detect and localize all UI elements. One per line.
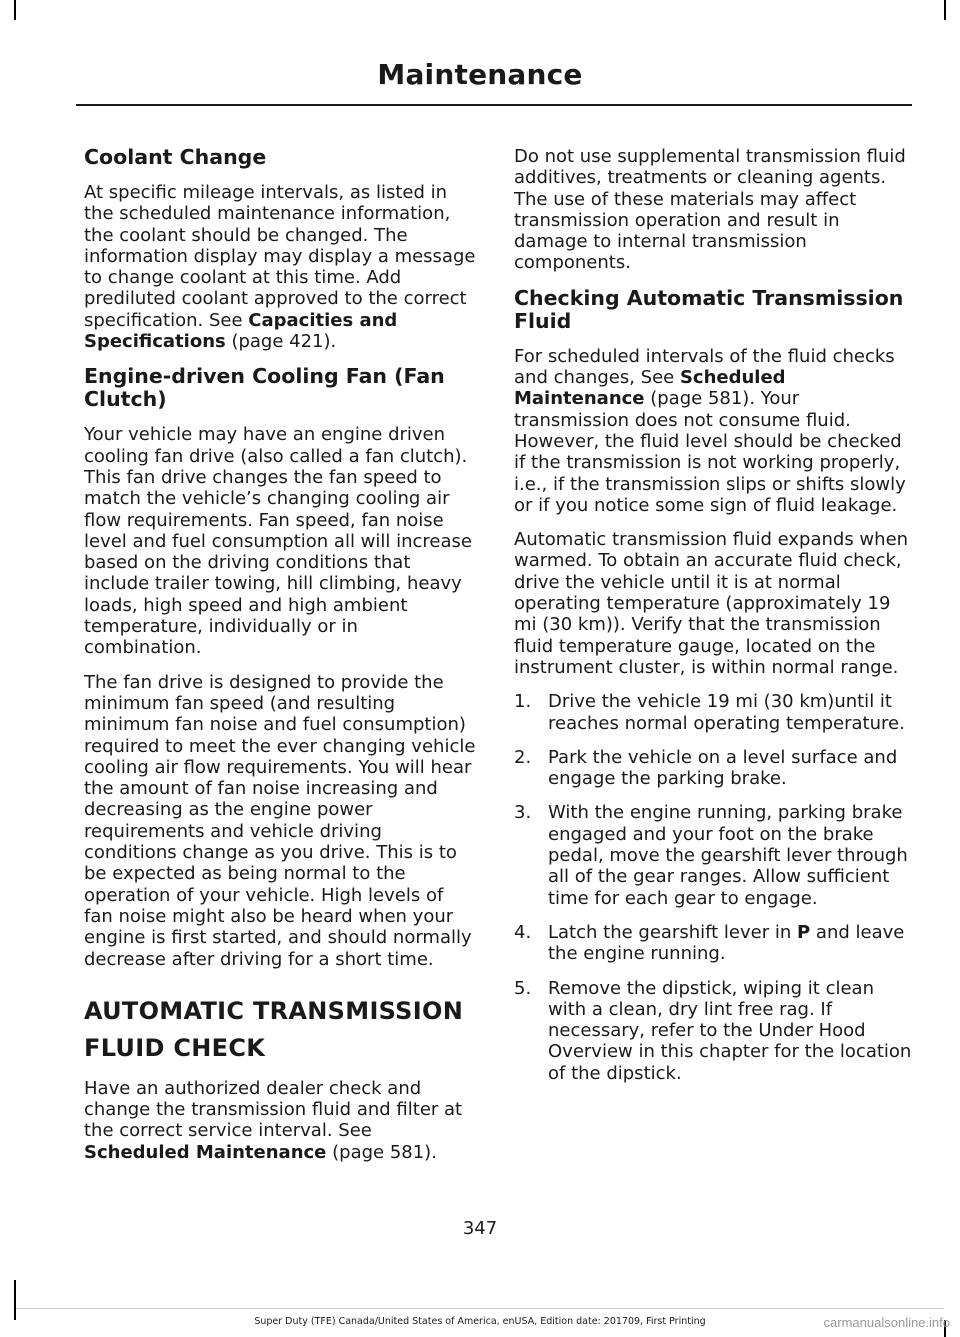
additives-paragraph: Do not use supplemental transmission fluid additives, treatments or cleaning agents. The use of these materials may affect transmission operation and result in damage to internal transmission components. [514, 146, 906, 274]
step-number: 1. [514, 691, 532, 713]
list-item [514, 691, 912, 734]
coolant-text: At specific mileage intervals, as listed in the scheduled maintenance information, the coolant should be changed. The information display may display a message to change coolant at this time. Add prediluted coolant approved to the correct specification. See [84, 182, 476, 331]
atf-heading-line-1: AUTOMATIC TRANSMISSION [84, 996, 464, 1025]
steps-list [514, 691, 912, 1084]
crop-mark-top-right [944, 0, 946, 20]
right-column [514, 146, 912, 1097]
step-text: Drive the vehicle 19 mi (30 km)until it reaches normal operating temperature. [548, 691, 905, 734]
chapter-title: Maintenance [377, 58, 583, 91]
list-item [514, 747, 912, 790]
expands-paragraph: Automatic transmission fluid expands when warmed. To obtain an accurate fluid check, drive the vehicle until it is at normal operating temperature (approximately 19 mi (30 km)). Verify that the transmission fluid temperature gauge, located on the instrument cluster, is within normal range. [514, 529, 909, 678]
crop-mark-bottom-left [14, 1280, 16, 1320]
intervals-rest: (page 581). Your transmission does not consume fluid. However, the fluid level should be checked if the transmission is not working properly, i.e., if the transmission slips or shifts slowly or if you notice some sign of fluid leakage. [514, 388, 906, 516]
atf-text: Have an authorized dealer check and change the transmission fluid and filter at the correct service interval. See [84, 1077, 463, 1142]
fan-heading: Engine-driven Cooling Fan (Fan Clutch) [84, 364, 445, 412]
step-text-after: and leave the engine running. [548, 921, 905, 965]
list-item [514, 922, 912, 965]
coolant-heading: Coolant Change [84, 145, 267, 169]
footer-rule [16, 1308, 944, 1309]
list-item [514, 802, 912, 908]
fan-paragraph-1: Your vehicle may have an engine driven cooling fan drive (also called a fan clutch). This fan drive changes the fan speed to match the vehicle’s changing cooling air flow requirements. Fan speed, fan noise level and fuel consumption all will increase based on the driving conditions that include trailer towing, hill climbing, heavy loads, high speed and high ambient temperature, individually or in combination. [84, 424, 472, 659]
header-rule [76, 104, 912, 106]
capacities-link[interactable]: Capacities and Specifications [84, 309, 398, 353]
list-item [514, 978, 912, 1084]
step-number: 5. [514, 977, 532, 999]
park-position-label: P [796, 921, 811, 943]
crop-mark-top-left [14, 0, 16, 20]
atf-paragraph [84, 1078, 477, 1163]
coolant-paragraph [84, 182, 477, 352]
atf-heading-line-2: FLUID CHECK [84, 1033, 266, 1062]
checking-atf-heading: Checking Automatic Transmission Fluid [514, 285, 904, 333]
intervals-text: For scheduled intervals of the fluid checks and changes, See [514, 345, 895, 389]
step-text-before: Latch the gearshift lever in [548, 921, 797, 943]
scheduled-maintenance-link-right[interactable]: Scheduled Maintenance [514, 367, 786, 410]
step-number: 4. [514, 921, 532, 943]
coolant-page-ref: (page 421). [225, 331, 337, 353]
left-column [84, 146, 477, 1176]
atf-check-heading [84, 996, 477, 1064]
scheduled-maintenance-link-left[interactable]: Scheduled Maintenance [84, 1141, 327, 1163]
fan-paragraph-2: The fan drive is designed to provide the minimum fan speed (and resulting minimum fan noise and fuel consumption) required to meet the ever changing vehicle cooling air flow requirements. You will hear the amount of fan noise increasing and decreasing as the engine power requirements and vehicle driving conditions change as you drive. This is to be expected as being normal to the operation of your vehicle. High levels of fan noise might also be heard when your engine is first started, and should normally decrease after driving for a short time. [84, 671, 476, 970]
page-number: 347 [462, 1218, 498, 1239]
intervals-paragraph [514, 346, 912, 516]
atf-page-ref: (page 581). [326, 1141, 437, 1163]
step-number: 3. [514, 802, 532, 824]
step-text: Remove the dipstick, wiping it clean with a clean, dry lint free rag. If necessary, refer to the Under Hood Overview in this chapter for the location of the dipstick. [548, 977, 912, 1084]
step-text: Park the vehicle on a level surface and engage the parking brake. [548, 746, 898, 790]
watermark: carmanualsonline.info [823, 1315, 950, 1330]
edition-footer: Super Duty (TFE) Canada/United States of America, enUSA, Edition date: 201709, First Printing [254, 1316, 706, 1327]
step-number: 2. [514, 746, 532, 768]
step-text: With the engine running, parking brake engaged and your foot on the brake pedal, move the gearshift lever through all of the gear ranges. Allow sufficient time for each gear to engage. [548, 802, 908, 909]
